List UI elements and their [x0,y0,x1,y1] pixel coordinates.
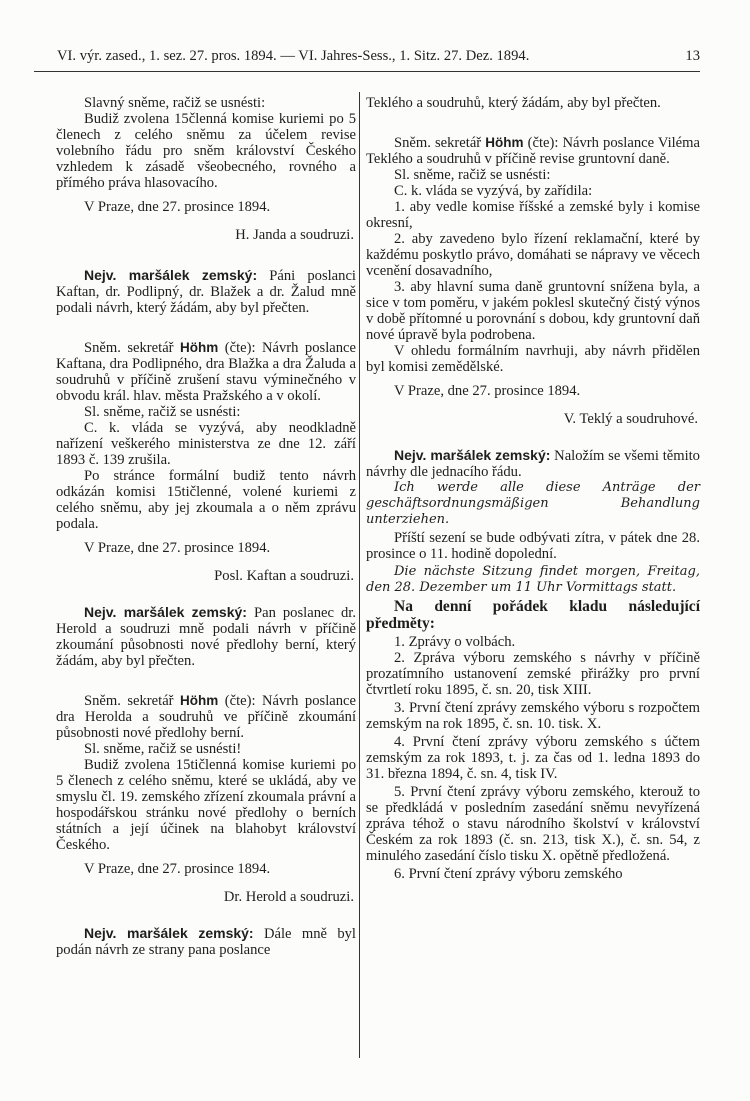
agenda-item: 3. První čtení zprávy zemského výboru s rozpočtem zemským na rok 1895, č. sn. 10. tisk. X. [366,700,700,732]
speech-text: Páni poslanci Kaftan, dr. Podlipný, dr. Blažek a dr. Žalud mně podali návrh, který žádám, aby byl přečten. [56,268,356,316]
paragraph: Budiž zvolena 15tičlenná komise kuriemi po 5 členech z celého sněmu, které se ukládá, aby ve smyslu čl. 19. zemského zřízení zkoumala právní a hospodářskou stránku nové předlohy o berních státních a její účinek na blahobyt království Českého. [56,757,356,853]
agenda-item: 2. Zpráva výboru zemského s návrhy v příčině prozatímního ustanovení zemské přirážky pro první čtvrtletí roku 1895, č. sn. 20, tisk XIII. [366,650,700,698]
speaker-paragraph [56,604,356,669]
header-rule [34,71,700,72]
paragraph: Teklého a soudruhů, který žádám, aby byl přečten. [366,95,661,111]
speaker-name: Nejv. maršálek zemský: [84,925,254,941]
paragraph: Sl. sněme, račiž se usnésti: [394,167,551,183]
paragraph: V ohledu formálním navrhuji, aby návrh přidělen byl komisi zemědělské. [366,343,700,375]
secretary-paragraph [56,693,356,741]
header-title: VI. výr. zased., 1. sez. 27. pros. 1894. — VI. Jahres-Sess., 1. Sitz. 27. Dez. 1894. [57,48,530,64]
signature: V. Teklý a soudruhové. [563,411,698,427]
paragraph: Příští sezení se bude odbývati zítra, v pátek dne 28. prosince o 11. hodině dopolední. [366,530,700,562]
speaker-paragraph [366,447,700,480]
date-line: V Praze, dne 27. prosince 1894. [394,383,581,399]
secretary-title: Sněm. sekretář [84,340,174,356]
paragraph: Sl. sněme, račiž se usnésti: [84,404,241,420]
paragraph: Sl. sněme, račiž se usnésti! [84,741,242,757]
date-line: V Praze, dne 27. prosince 1894. [84,199,271,215]
secretary-title: Sněm. sekretář [84,693,174,709]
agenda-item: 4. První čtení zprávy výboru zemského s účtem zemským za rok 1893, t. j. za čas od 1. ledna 1893 do 31. března 1894, č. sn. 4, tisk IV. [366,734,700,782]
paragraph: C. k. vláda se vyzývá, by zařídila: [394,183,593,199]
signature: H. Janda a soudruzi. [235,227,354,243]
agenda-item: 1. Zprávy o volbách. [394,634,516,650]
secretary-paragraph [366,135,700,167]
column-divider [359,92,360,1058]
secretary-text: (čte): Návrh poslance Viléma Teklého a soudruhů v příčině revise gruntovní daně. [366,135,700,167]
secretary-name: Höhm [180,340,219,355]
list-item: 2. aby zavedeno bylo řízení reklamační, které by každému poskytlo právo, domáhati se nápravy ve věcech vcenění dosavadního, [366,231,700,279]
paragraph: Slavný sněme, račiž se usnésti: [84,95,266,111]
secretary-title: Sněm. sekretář [394,135,482,151]
page-number: 13 [685,48,700,64]
secretary-paragraph [56,340,356,404]
running-header [57,48,700,65]
agenda-item: 6. První čtení zprávy výboru zemského [394,866,623,882]
german-paragraph: Ich werde alle diese Anträge der geschäftsordnungsmäßigen Behandlung unterziehen. [366,480,700,527]
secretary-text: (čte): Návrh poslance dra Herolda a soudruhů ve příčině zkoumání působnosti nové předlohy berní. [56,693,356,741]
signature: Posl. Kaftan a soudruzi. [214,568,354,584]
date-line: V Praze, dne 27. prosince 1894. [84,540,271,556]
secretary-name: Höhm [485,135,524,150]
list-item: 3. aby hlavní suma daně gruntovní snížena byla, a sice v tom poměru, v jakém poklesl skutečný čistý výnos v době přítomné u porovnání s dobou, kdy gruntovní daň nové úpravě byla podrobena. [366,279,700,343]
paragraph: Po stránce formální budiž tento návrh odkázán komisi 15tičlenné, volené kuriemi z celého sněmu, aby jej zkoumala a o něm zprávu podala. [56,468,356,532]
signature: Dr. Herold a soudruzi. [223,889,354,905]
secretary-text: (čte): Návrh poslance Kaftana, dra Podlipného, dra Blažka a dra Žaluda a soudruhů v příčině zrušení stavu výminečného v obvodu král. hlav. města Pražského a v okolí. [56,340,356,404]
speaker-name: Nejv. maršálek zemský: [394,447,551,463]
paragraph: C. k. vláda se vyzývá, aby neodkladně nařízení veškerého ministerstva ze dne 12. září 1893 č. 139 zrušila. [56,420,356,468]
agenda-item: 5. První čtení zprávy výboru zemského, kterouž to se předkládá v posledním zasedání sněmu nevyřízená zpráva téhož o stavu národního školství v království Českém za rok 1893 (č. sn. 213, tisk X.), č. sn. 54, z minulého zasedání číslo tisku X. opětně předložená. [366,784,700,864]
agenda-heading: Na denní pořádek kladu následující předměty: [366,598,700,632]
secretary-name: Höhm [180,693,219,708]
german-paragraph: Die nächste Sitzung findet morgen, Freitag, den 28. Dezember um 11 Uhr Vormittags statt. [366,564,700,595]
speaker-name: Nejv. maršálek zemský: [84,267,258,283]
date-line: V Praze, dne 27. prosince 1894. [84,861,271,877]
speech-text: Dále mně byl podán návrh ze strany pana poslance [56,926,356,958]
speech-text: Pan poslanec dr. Herold a soudruzi mně podali návrh v příčině zkoumání působnosti nové předlohy berní, který žádám, aby byl přečten. [56,605,356,669]
speaker-paragraph [56,267,356,316]
list-item: 1. aby vedle komise říšské a zemské byly i komise okresní, [366,199,700,231]
right-column [366,95,700,882]
left-column [56,95,356,958]
speaker-paragraph [56,925,356,958]
paragraph: Budiž zvolena 15členná komise kuriemi po 5 členech z celého sněmu za účelem revise volebního řádu pro sněm království Českého vzhledem k zásadě všeobecného, rovného a přímého práva hlasovacího. [56,111,356,191]
speaker-name: Nejv. maršálek zemský: [84,604,247,620]
speech-text: Naložím se všemi těmito návrhy dle jednacího řádu. [366,448,700,480]
